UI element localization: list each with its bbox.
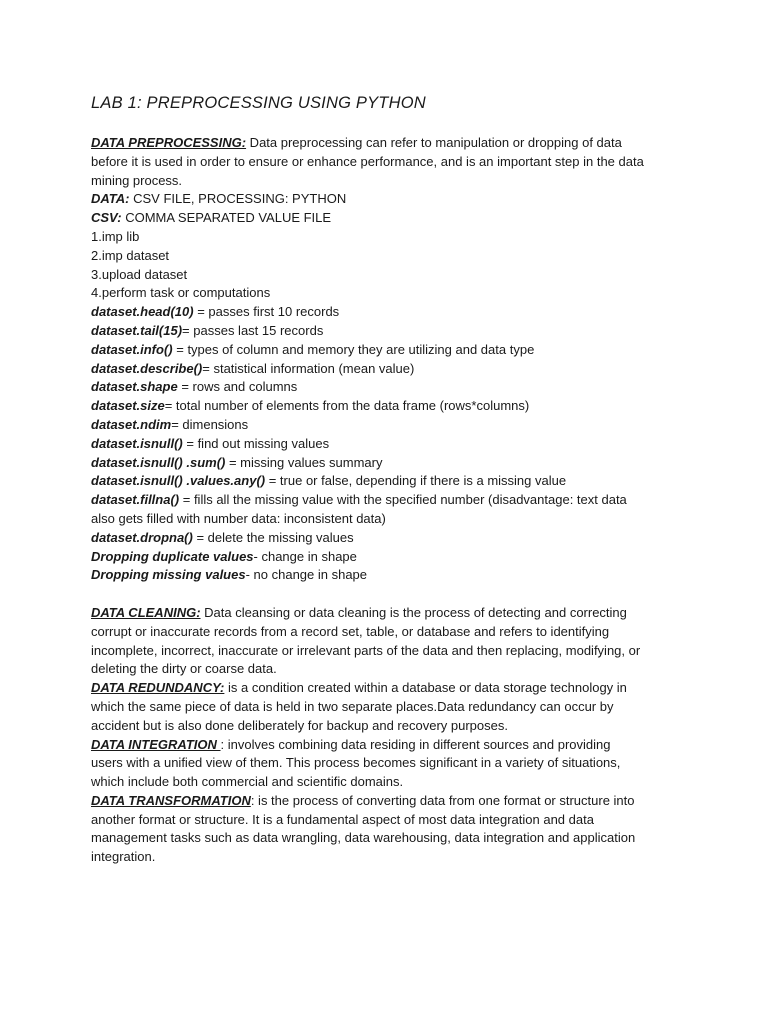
method-name: Dropping missing values (91, 567, 246, 583)
method-name: dataset.size (91, 398, 165, 414)
method-item (91, 378, 688, 397)
method-name: dataset.info() (91, 341, 173, 357)
method-item (91, 548, 688, 567)
method-item (91, 454, 688, 473)
method-item (91, 472, 688, 491)
csv-label: CSV: (91, 210, 122, 226)
method-desc: = find out missing values (182, 435, 330, 451)
transformation-line-4: integration. (91, 849, 156, 865)
method-desc: = passes last 15 records (182, 322, 324, 338)
method-name: dataset.isnull() .sum() (91, 454, 226, 470)
redundancy-line-1 (91, 679, 688, 698)
method-item (91, 360, 688, 379)
method-item (91, 341, 688, 360)
csv-line (91, 209, 688, 228)
data-text: CSV FILE, PROCESSING: PYTHON (129, 191, 347, 207)
preprocessing-line-1 (91, 134, 688, 153)
method-item (91, 566, 688, 585)
cleaning-line-2: corrupt or inaccurate records from a record set, table, or database and refers to identifying (91, 623, 610, 639)
transformation-line-1 (91, 792, 688, 811)
method-name: dataset.dropna() (91, 529, 193, 545)
preprocessing-line-3: mining process. (91, 172, 183, 188)
integration-label: DATA INTEGRATION (91, 736, 221, 752)
method-item (91, 416, 688, 435)
preprocessing-label: DATA PREPROCESSING: (91, 135, 247, 150)
redundancy-text-1: is a condition created within a database or data storage technology in (224, 680, 627, 696)
method-name: dataset.head(10) (91, 304, 194, 320)
method-item (91, 491, 688, 510)
method-item (91, 397, 688, 416)
method-desc: - change in shape (253, 548, 357, 564)
method-desc: = rows and columns (177, 379, 298, 395)
cleaning-line-4: deleting the dirty or coarse data. (91, 661, 277, 677)
redundancy-line-2: which the same piece of data is held in two separate places.Data redundancy can occur by (91, 698, 614, 714)
transformation-text-1: : is the process of converting data from one format or structure into (250, 792, 635, 808)
method-name: dataset.tail(15) (91, 322, 183, 338)
integration-line-1 (91, 736, 688, 755)
method-name: Dropping duplicate values (91, 548, 254, 564)
preprocessing-line-2: before it is used in order to ensure or enhance performance, and is an important step in the data (91, 153, 644, 169)
method-name: dataset.describe() (91, 360, 203, 376)
step-item: 1.imp lib (91, 228, 140, 244)
preprocessing-text-1: Data preprocessing can refer to manipulation or dropping of data (246, 135, 622, 150)
method-name: dataset.shape (91, 379, 178, 395)
csv-text: COMMA SEPARATED VALUE FILE (121, 210, 332, 226)
method-name: dataset.isnull() .values.any() (91, 473, 266, 489)
method-desc: = passes first 10 records (193, 304, 340, 320)
integration-line-3: which include both commercial and scientific domains. (91, 774, 404, 790)
method-item (91, 435, 688, 454)
method-name: dataset.fillna() (91, 492, 180, 508)
method-desc: = statistical information (mean value) (202, 360, 415, 376)
method-item (91, 303, 688, 322)
transformation-label: DATA TRANSFORMATION (91, 792, 251, 808)
integration-line-2: users with a unified view of them. This process becomes significant in a variety of situations, (91, 755, 621, 771)
cleaning-line-3: incomplete, incorrect, inaccurate or irrelevant parts of the data and then replacing, modifying, or (91, 642, 641, 658)
method-desc: = true or false, depending if there is a missing value (265, 473, 567, 489)
page-title: LAB 1: PREPROCESSING USING PYTHON (91, 94, 426, 112)
step-item: 4.perform task or computations (91, 285, 271, 301)
method-desc: = missing values summary (225, 454, 383, 470)
method-desc: = types of column and memory they are utilizing and data type (172, 341, 535, 357)
paragraph-gap (91, 585, 688, 604)
data-line (91, 190, 688, 209)
method-desc: = dimensions (171, 416, 249, 432)
transformation-line-3: management tasks such as data wrangling, data warehousing, data integration and application (91, 830, 636, 846)
method-name: dataset.isnull() (91, 435, 183, 451)
method-name: dataset.ndim (91, 416, 172, 432)
fillna-continuation: also gets filled with number data: inconsistent data) (91, 510, 386, 526)
cleaning-text-1: Data cleansing or data cleaning is the process of detecting and correcting (200, 604, 627, 620)
cleaning-label: DATA CLEANING: (91, 604, 201, 620)
method-desc: = fills all the missing value with the specified number (disadvantage: text data (179, 492, 627, 508)
method-desc: = total number of elements from the data frame (rows*columns) (164, 398, 530, 414)
method-item (91, 529, 688, 548)
redundancy-label: DATA REDUNDANCY: (91, 680, 225, 696)
data-label: DATA: (91, 191, 130, 207)
step-item: 2.imp dataset (91, 247, 170, 263)
step-item: 3.upload dataset (91, 266, 188, 282)
method-item (91, 322, 688, 341)
integration-text-1: : involves combining data residing in different sources and providing (220, 736, 611, 752)
transformation-line-2: another format or structure. It is a fundamental aspect of most data integration and data (91, 811, 594, 827)
method-desc: - no change in shape (245, 567, 368, 583)
method-desc: = delete the missing values (192, 529, 354, 545)
redundancy-line-3: accident but is also done deliberately for backup and recovery purposes. (91, 717, 508, 733)
cleaning-line-1 (91, 604, 688, 623)
